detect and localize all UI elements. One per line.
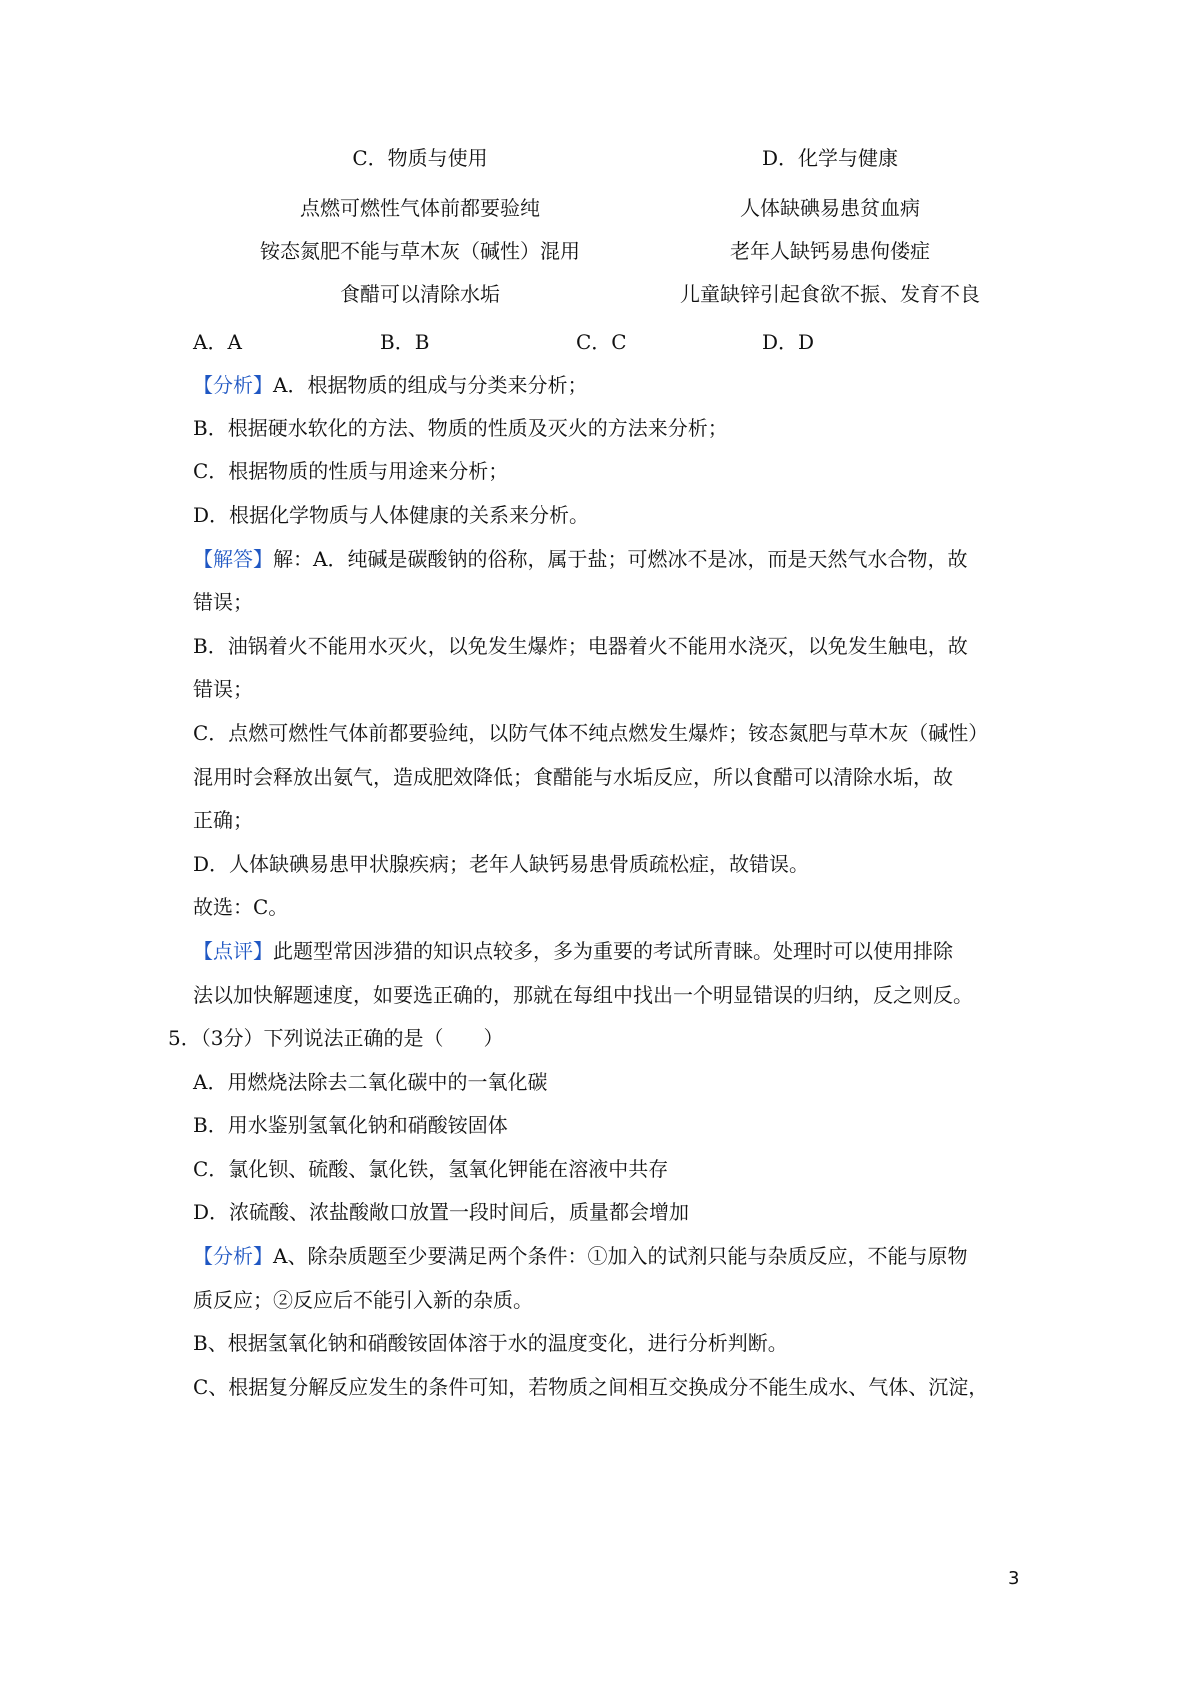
table-col-d-item: 老年人缺钙易患佝偻症 xyxy=(730,239,930,263)
table-col-c-item: 铵态氮肥不能与草木灰（碱性）混用 xyxy=(260,239,580,263)
q4-option-d: D．D xyxy=(762,330,815,354)
q5-option-c: C．氯化钡、硫酸、氯化铁，氢氧化钾能在溶液中共存 xyxy=(193,1157,669,1181)
table-col-d-header: D．化学与健康 xyxy=(761,146,899,170)
q4-answer-line: 【解答】解：A．纯碱是碳酸钠的俗称，属于盐；可燃冰不是冰，而是天然气水合物，故 xyxy=(193,547,968,571)
comment-tag: 【点评】 xyxy=(193,939,273,963)
q4-answer-line: C．点燃可燃性气体前都要验纯，以防气体不纯点燃发生爆炸；铵态氮肥与草木灰（碱性） xyxy=(193,721,989,745)
q4-option-a: A．A xyxy=(193,330,242,354)
q5-option-d: D．浓硫酸、浓盐酸敞口放置一段时间后，质量都会增加 xyxy=(193,1200,690,1224)
table-col-d-item: 人体缺碘易患贫血病 xyxy=(740,196,920,220)
q5-analysis-line: 质反应；②反应后不能引入新的杂质。 xyxy=(193,1288,533,1312)
q5-analysis-line: 【分析】A、除杂质题至少要满足两个条件：①加入的试剂只能与杂质反应，不能与原物 xyxy=(193,1244,968,1268)
q4-answer-line: 混用时会释放出氨气，造成肥效降低；食醋能与水垢反应，所以食醋可以清除水垢，故 xyxy=(193,765,953,789)
table-col-c-item: 点燃可燃性气体前都要验纯 xyxy=(300,196,540,220)
q4-analysis-line: B．根据硬水软化的方法、物质的性质及灭火的方法来分析； xyxy=(193,416,728,440)
table-col-c-item: 食醋可以清除水垢 xyxy=(340,282,500,306)
q4-option-b: B．B xyxy=(380,330,430,354)
q4-answer-line: 错误； xyxy=(193,677,253,701)
q5-option-b: B．用水鉴别氢氧化钠和硝酸铵固体 xyxy=(193,1113,508,1137)
q4-option-c: C．C xyxy=(576,330,627,354)
q5-option-a: A．用燃烧法除去二氧化碳中的一氧化碳 xyxy=(193,1070,548,1094)
q4-answer-line: 错误； xyxy=(193,590,253,614)
table-col-d-item: 儿童缺锌引起食欲不振、发育不良 xyxy=(680,282,980,306)
q4-comment-line: 法以加快解题速度，如要选正确的，那就在每组中找出一个明显错误的归纳，反之则反。 xyxy=(193,983,973,1007)
q4-analysis-line: D．根据化学物质与人体健康的关系来分析。 xyxy=(193,503,590,527)
q5-analysis-line: C、根据复分解反应发生的条件可知，若物质之间相互交换成分不能生成水、气体、沉淀， xyxy=(193,1375,989,1399)
q4-comment-line: 【点评】此题型常因涉猎的知识点较多，多为重要的考试所青睐。处理时可以使用排除 xyxy=(193,939,953,963)
q4-answer-line: B．油锅着火不能用水灭火，以免发生爆炸；电器着火不能用水浇灭，以免发生触电，故 xyxy=(193,634,968,658)
table-col-c-header: C．物质与使用 xyxy=(352,146,488,170)
q4-answer-line: D．人体缺碘易患甲状腺疾病；老年人缺钙易患骨质疏松症，故错误。 xyxy=(193,852,810,876)
page-number: 3 xyxy=(1008,1568,1020,1589)
analysis-tag: 【分析】 xyxy=(193,1244,273,1268)
analysis-tag: 【分析】 xyxy=(193,373,273,397)
q4-analysis-line: C．根据物质的性质与用途来分析； xyxy=(193,459,509,483)
q4-answer-line: 故选：C。 xyxy=(193,895,289,919)
q4-analysis-line: 【分析】A．根据物质的组成与分类来分析； xyxy=(193,373,588,397)
q4-answer-line: 正确； xyxy=(193,808,253,832)
answer-tag: 【解答】 xyxy=(193,547,273,571)
q5-stem: 5．（3分）下列说法正确的是（ ） xyxy=(168,1026,504,1050)
q5-analysis-line: B、根据氢氧化钠和硝酸铵固体溶于水的温度变化，进行分析判断。 xyxy=(193,1331,788,1355)
